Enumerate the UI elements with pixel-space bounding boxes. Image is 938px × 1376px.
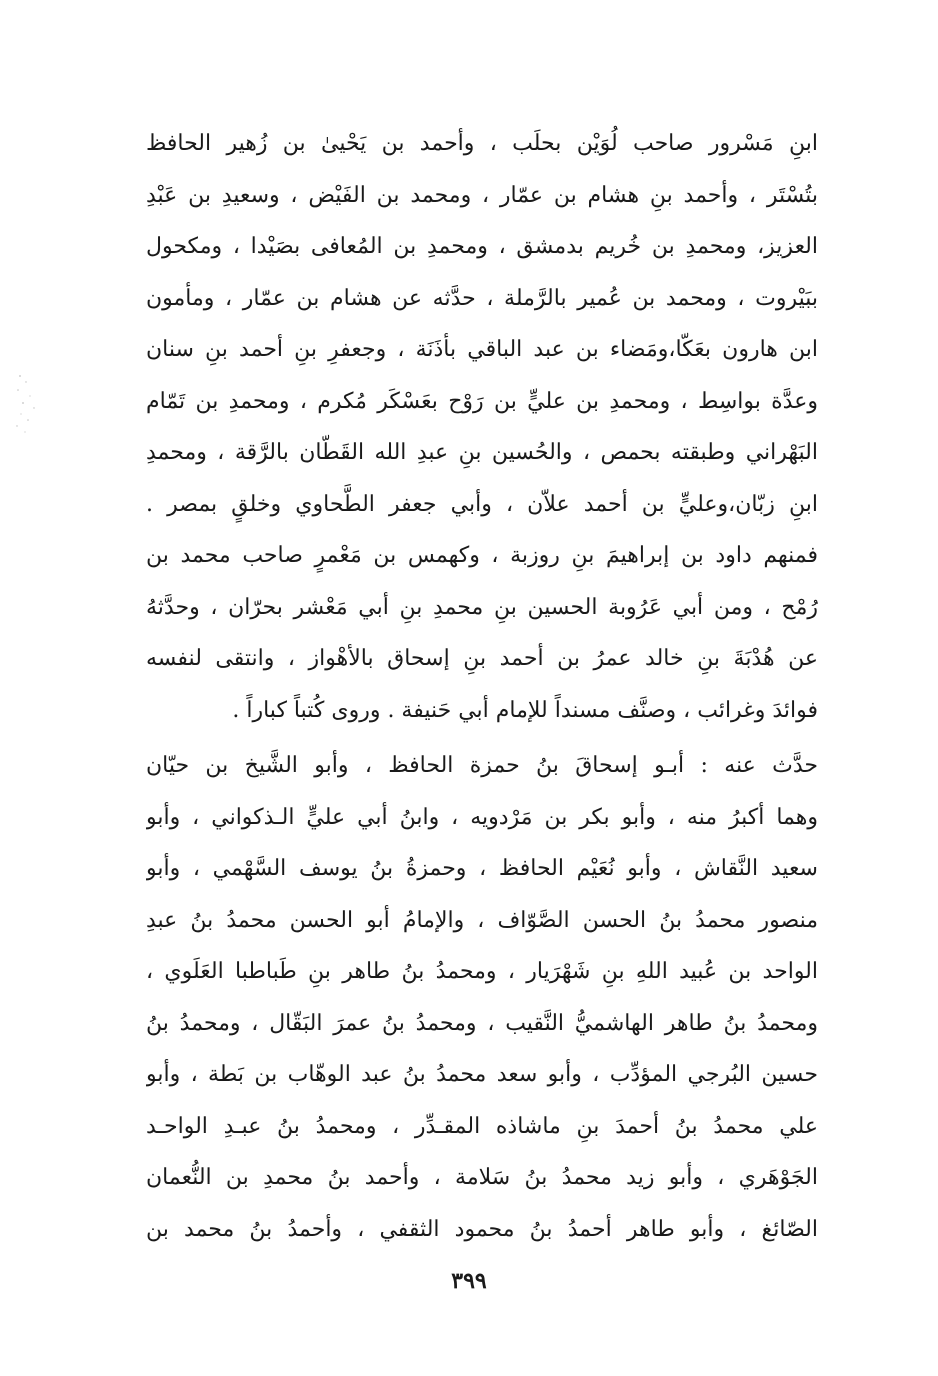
text-line: وهما أكبرُ منه ، وأبو بكر بن مَرْدويه ، وابنُ أبي عليٍّ الـذكواني ، وأبو <box>146 804 818 830</box>
text-line: ابنِ زبّان،وعليٍّ بن أحمد علاّن ، وأبي جعفر الطَّحاوي وخلقٍ بمصر . <box>146 491 818 517</box>
paragraph-1 <box>146 118 818 736</box>
text-line: رُمْح ، ومن أبي عَرُوبة الحسين بنِ محمدِ بنِ أبي مَعْشر بحرّان ، وحدَّثهُ <box>146 594 818 620</box>
text-line: الواحد بن عُبيد اللهِ بنِ شَهْرَيار ، ومحمدُ بنُ طاهر بنِ طَباطبا العَلَوي ، <box>146 959 818 984</box>
text-line: ابنِ مَسْرور صاحب لُوَيْن بحلَب ، وأحمد بن يَحْيىٰ بن زُهير الحافظ <box>146 131 818 156</box>
text-line: بتُسْتَر ، وأحمد بنِ هشام بن عمّار ، ومحمد بن الفَيْض ، وسعيدِ بن عَبْدِ <box>146 182 818 208</box>
text-line: الجَوْهَري ، وأبو زيد محمدُ بنُ سَلامة ، وأحمد بنُ محمدِ بن النُّعمان <box>146 1165 818 1190</box>
text-line: ابن هارون بعَكّا،ومَضاء بن عبد الباقي بأذَنَة ، وجعفرِ بنِ أحمد بنِ سنان <box>146 337 818 362</box>
text-line: فمنهم داود بن إبراهيمَ بنِ روزبة ، وكهمس بن مَعْمرٍ صاحب محمد بن <box>146 543 818 568</box>
text-line: وعدَّة بواسِط ، ومحمدِ بن عليٍّ بن رَوْح بعَسْكَر مُكرم ، ومحمدِ بن تَمّام <box>146 388 818 414</box>
text-line: علي محمدُ بنُ أحمدَ بنِ ماشاذه المقـدِّر ، ومحمدُ بنُ عبـدِ الواحـد <box>146 1113 818 1139</box>
text-line: حدَّث عنه : أبـو إسحاقَ بنُ حمزة الحافظ ، وأبو الشَّيخ بن حيّان <box>146 753 818 778</box>
text-line: البَهْراني وطبقته بحمص ، والحُسين بنِ عبدِ الله القَطّان بالرَّقة ، ومحمدِ <box>146 440 818 465</box>
text-line: الصّائغ ، وأبو طاهر أحمدُ بنُ محمود الثقفي ، وأحمدُ بنُ محمد بن <box>146 1216 818 1242</box>
paragraph-2 <box>146 740 818 1255</box>
text-line: سعيد النَّقاش ، وأبو نُعَيْم الحافظ ، وحمزةُ بنُ يوسف السَّهْمي ، وأبو <box>146 856 818 881</box>
scan-speckle <box>14 368 54 438</box>
text-line: منصور محمدُ بنُ الحسن الصَّوّاف ، والإمامُ أبو الحسن محمدُ بنُ عبدِ <box>146 907 818 933</box>
text-line: ومحمدُ بنُ طاهر الهاشميُّ النَّقيب ، ومحمدُ بنُ عمرَ البَقّال ، ومحمدُ بنُ <box>146 1010 818 1036</box>
text-line: عن هُدْبَةَ بنِ خالد عمرُ بن أحمد بنِ إسحاق بالأهْواز ، وانتقى لنفسه <box>146 646 818 671</box>
text-line: حسين البُرجي المؤدِّب ، وأبو سعد محمدُ بنُ عبد الوهّاب بن بَطة ، وأبو <box>146 1062 818 1087</box>
text-line: ببَيْروت ، ومحمد بن عُمير بالرَّملة ، حدَّثه عن هشام بن عمّار ، ومأمون <box>146 285 818 311</box>
text-line: فوائدَ وغرائب ، وصنَّف مسنداً للإمام أبي حَنيفة . وروى كُتباً كباراً . <box>232 697 818 723</box>
page-number: ٣٩٩ <box>451 1268 487 1294</box>
text-line: العزيز، ومحمدِ بن خُريم بدمشق ، ومحمدِ بن المُعافى بصَيْدا ، ومكحول <box>146 234 818 259</box>
